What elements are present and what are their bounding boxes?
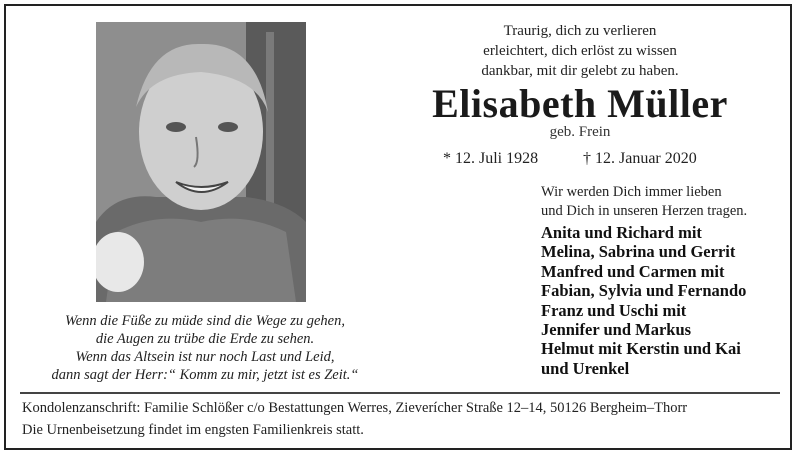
death-date: † 12. Januar 2020 xyxy=(583,150,697,167)
divider xyxy=(20,392,780,394)
deceased-name: Elisabeth Müller xyxy=(432,81,728,126)
portrait-photo xyxy=(96,22,306,302)
verse-block xyxy=(20,312,390,384)
mourner-line: Helmut mit Kerstin und Kai xyxy=(541,339,741,359)
top-quote-line: Traurig, dich zu verlieren xyxy=(503,23,657,39)
burial-note: Die Urnenbeisetzung findet im engsten Familienkreis statt. xyxy=(22,422,364,438)
mourner-line: Anita und Richard mit xyxy=(541,223,702,242)
middle-quote xyxy=(541,183,781,221)
verse-line: die Augen zu trübe die Erde zu sehen. xyxy=(95,331,315,347)
middle-quote-line: und Dich in unseren Herzen tragen. xyxy=(541,203,748,219)
birth-name: geb. Frein xyxy=(549,124,611,140)
mourner-line: Jennifer und Markus xyxy=(541,320,692,340)
mourner-line: Melina, Sabrina und Gerrit xyxy=(541,242,736,262)
top-quote xyxy=(420,21,740,81)
mourner-line: Franz und Uschi mit xyxy=(541,300,687,320)
condolence-address: Kondolenzanschrift: Familie Schlößer c/o Bestattungen Werres, Zieverícher Straße 12–14, 50126 Bergheim–Thorr xyxy=(22,400,688,416)
top-quote-line: erleichtert, dich erlöst zu wissen xyxy=(483,43,677,59)
verse-line: Wenn das Altsein ist nur noch Last und Leid, xyxy=(75,349,335,365)
verse-line: dann sagt der Herr:“ Komm zu mir, jetzt ist es Zeit.“ xyxy=(51,367,359,383)
verse-line: Wenn die Füße zu müde sind die Wege zu gehen, xyxy=(64,313,345,329)
mourner-line: und Urenkel xyxy=(541,358,630,378)
mourner-line: Fabian, Sylvia und Fernando xyxy=(541,281,747,301)
birth-date: * 12. Juli 1928 xyxy=(443,150,539,167)
top-quote-line: dankbar, mit dir gelebt zu haben. xyxy=(481,63,679,79)
mourner-line: Manfred und Carmen mit xyxy=(541,261,725,281)
middle-quote-line: Wir werden Dich immer lieben xyxy=(541,184,722,200)
footer xyxy=(22,397,787,441)
mourners-list xyxy=(541,223,786,378)
